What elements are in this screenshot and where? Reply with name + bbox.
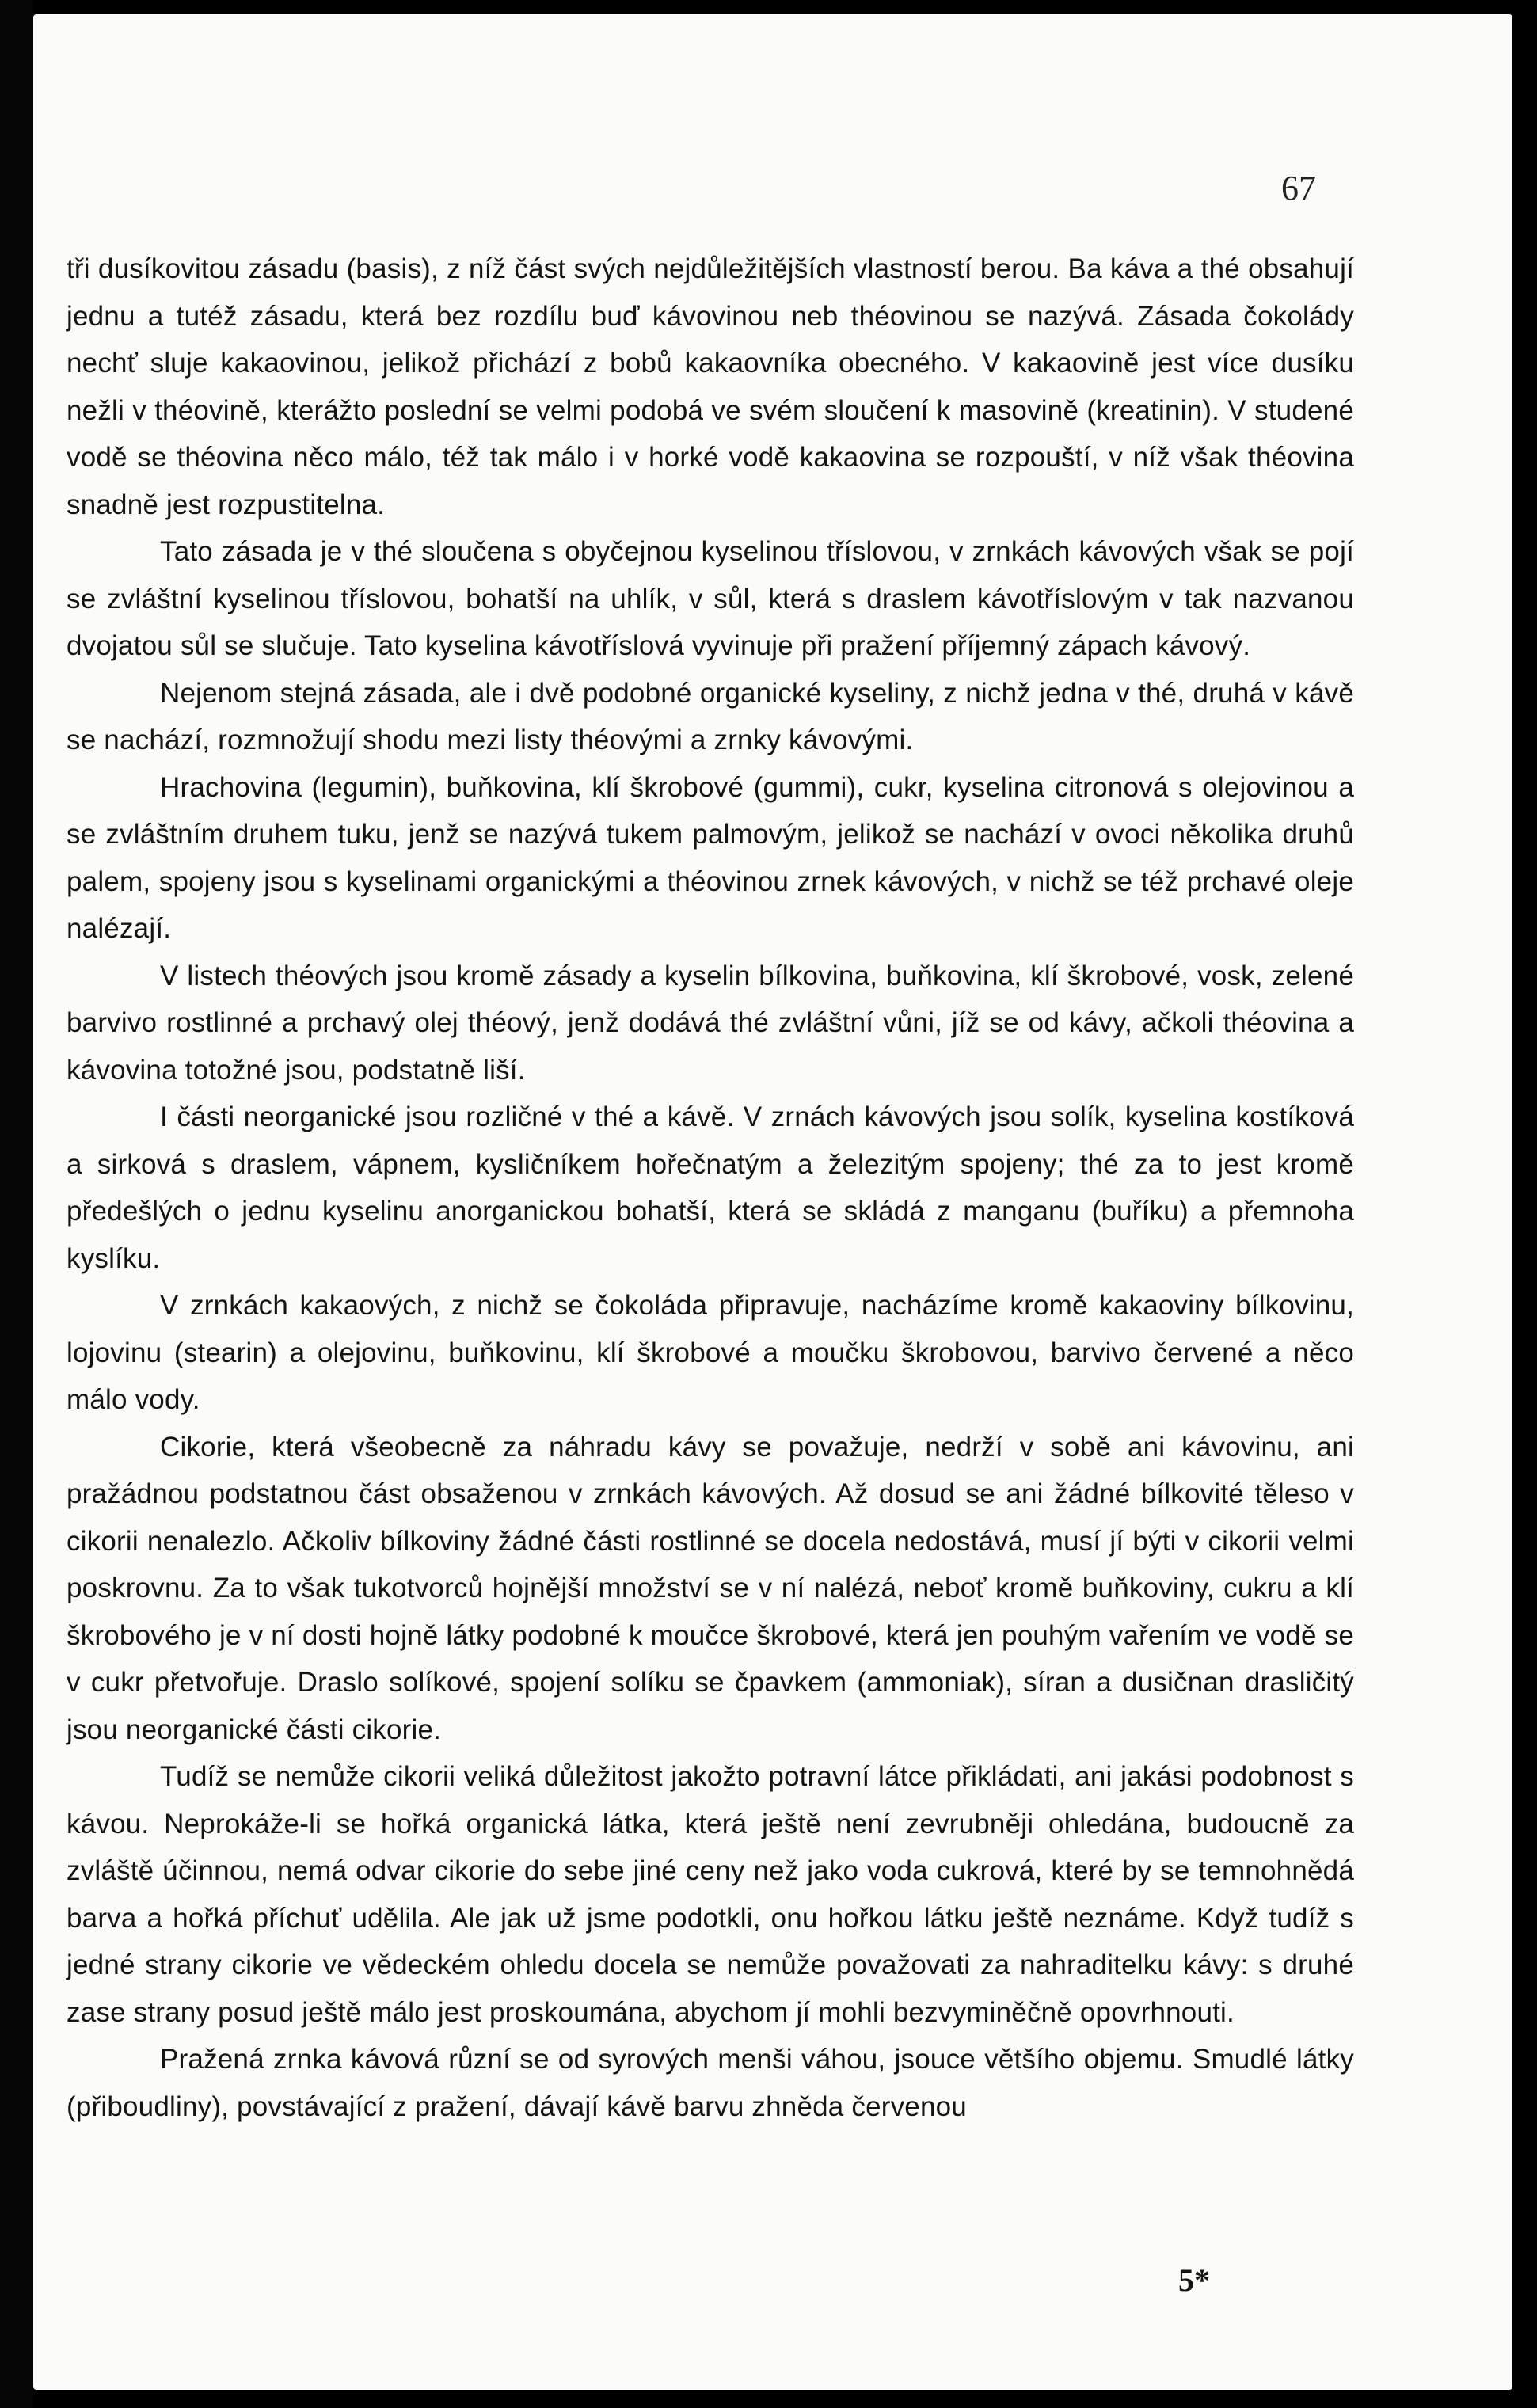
page-number: 67 [1281,169,1316,207]
paragraph-6: I části neorganické jsou rozličné v thé a kávě. V zrnách kávových jsou solík, kyselina kostíková a sirková s draslem, vápnem, kysličníkem hořečnatým a železitým spojeny; thé za to jest kromě předešlých o jednu kyselinu anorganickou bohatší, která se skládá z manganu (buříku) a přemnoha kyslíku. [67,1101,1354,1274]
paragraph-10: Pražená zrnka kávová různí se od syrových menši váhou, jsouce většího objemu. Smudlé látky (přiboudliny), povstávající z pražení, dávají kávě barvu zhněda červenou [67,2044,1354,2122]
scan-left-edge [0,0,33,2408]
paragraph-3: Nejenom stejná zásada, ale i dvě podobné organické kyseliny, z nichž jedna v thé, druhá v kávě se nachází, rozmnožují shodu mezi listy théovými a zrnky kávovými. [67,677,1354,755]
page-body [67,245,1354,2130]
paragraph-2: Tato zásada je v thé sloučena s obyčejnou kyselinou tříslovou, v zrnkách kávových však se pojí se zvláštní kyselinou tříslovou, bohatší na uhlík, v sůl, která s draslem kávotříslovým v tak nazvanou dvojatou sůl se slučuje. Tato kyselina kávotříslová vyvinuje při pražení příjemný zápach kávový. [67,536,1354,661]
paragraph-1: tři dusíkovitou zásadu (basis), z níž část svých nejdůležitějších vlastností berou. Ba káva a thé obsahují jednu a tutéž zásadu, která bez rozdílu buď kávovinou neb théovinou se nazývá. Zásada čokolády nechť sluje kakaovinou, jelikož přichází z bobů kakaovníka obecného. V kakaovině jest více dusíku nežli v théovině, kterážto poslední se velmi podobá ve svém sloučení k masovině (kreatinin). V studené vodě se théovina něco málo, též tak málo i v horké vodě kakaovina se rozpouští, v níž však théovina snadně jest rozpustitelna. [67,253,1354,520]
paragraph-5: V listech théových jsou kromě zásady a kyselin bílkovina, buňkovina, klí škrobové, vosk, zelené barvivo rostlinné a prchavý olej théový, jenž dodává thé zvláštní vůni, jíž se od kávy, ačkoli théovina a kávovina totožné jsou, podstatně liší. [67,960,1354,1086]
paragraph-4: Hrachovina (legumin), buňkovina, klí škrobové (gummi), cukr, kyselina citronová s olejovinou a se zvláštním druhem tuku, jenž se nazývá tukem palmovým, jelikož se nachází v ovoci několika druhů palem, spojeny jsou s kyselinami organickými a théovinou zrnek kávových, v nichž se též prchavé oleje nalézají. [67,771,1354,944]
signature-mark: 5* [1178,2262,1210,2298]
paragraph-7: V zrnkách kakaových, z nichž se čokoláda připravuje, nacházíme kromě kakaoviny bílkovinu, lojovinu (stearin) a olejovinu, buňkovinu, klí škrobové a moučku škrobovou, barvivo červené a něco málo vody. [67,1290,1354,1415]
paragraph-8: Cikorie, která všeobecně za náhradu kávy se považuje, nedrží v sobě ani kávovinu, ani pražádnou podstatnou část obsaženou v zrnkách kávových. Až dosud se ani žádné bílkovité těleso v cikorii nenalezlo. Ačkoliv bílkoviny žádné části rostlinné se docela nedostává, musí jí býti v cikorii velmi poskrovnu. Za to však tukotvorců hojnější množství se v ní nalézá, neboť kromě buňkoviny, cukru a klí škrobového je v ní dosti hojně látky podobné k moučce škrobové, která jen pouhým vařením ve vodě se v cukr přetvořuje. Draslo solíkové, spojení solíku se čpavkem (ammoniak), síran a dusičnan drasličitý jsou neorganické části cikorie. [67,1431,1354,1745]
paragraph-9: Tudíž se nemůže cikorii veliká důležitost jakožto potravní látce přikládati, ani jakási podobnost s kávou. Neprokáže-li se hořká organická látka, která ještě není zevrubněji ohledána, budoucně za zvláště účinnou, nemá odvar cikorie do sebe jiné ceny než jako voda cukrová, které by se temnohnědá barva a hořká příchuť udělila. Ale jak už jsme podotkli, onu hořkou látku ještě neznáme. Když tudíž s jedné strany cikorie ve vědeckém ohledu docela se nemůže považovati za nahraditelku kávy: s druhé zase strany posud ještě málo jest proskoumána, abychom jí mohli bezvyminěčně opovrhnouti. [67,1761,1354,2028]
